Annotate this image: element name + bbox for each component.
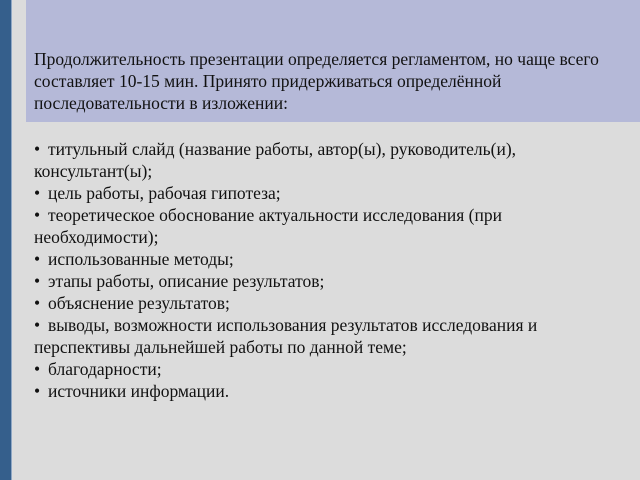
list-item [34, 314, 629, 358]
list-item [34, 270, 629, 292]
bullet-icon: • [34, 293, 41, 313]
bullet-icon: • [34, 139, 41, 159]
list-item [34, 248, 629, 270]
bullet-icon: • [34, 381, 41, 401]
bullet-icon: • [34, 359, 41, 379]
intro-paragraph: Продолжительность презентации определяется регламентом, но чаще всего составляет 10-15 мин. Принято придерживаться определённой последовательности в изложении: [34, 49, 599, 113]
list-item-text: использованные методы; [48, 249, 234, 269]
list-item [34, 138, 629, 182]
list-item [34, 358, 629, 380]
bullet-icon: • [34, 315, 41, 335]
bullet-icon: • [34, 271, 41, 291]
list-item-text: объяснение результатов; [48, 293, 230, 313]
list-item-text: благодарности; [48, 359, 162, 379]
list-item-text: выводы, возможности использования результатов исследования и перспективы дальнейшей работы по данной теме; [34, 315, 538, 357]
bullet-list [34, 138, 629, 402]
list-item-text: этапы работы, описание результатов; [48, 271, 325, 291]
list-item-text: теоретическое обоснование актуальности исследования (при необходимости); [34, 205, 502, 247]
list-item-text: титульный слайд (название работы, автор(ы), руководитель(и), консультант(ы); [34, 139, 517, 181]
list-item-text: цель работы, рабочая гипотеза; [48, 183, 281, 203]
list-item-text: источники информации. [48, 381, 230, 401]
bullet-icon: • [34, 205, 41, 225]
list-item [34, 182, 629, 204]
bullet-icon: • [34, 249, 41, 269]
left-accent-bar [0, 0, 11, 480]
bullet-icon: • [34, 183, 41, 203]
list-item [34, 204, 629, 248]
list-item [34, 292, 629, 314]
list-item [34, 380, 629, 402]
